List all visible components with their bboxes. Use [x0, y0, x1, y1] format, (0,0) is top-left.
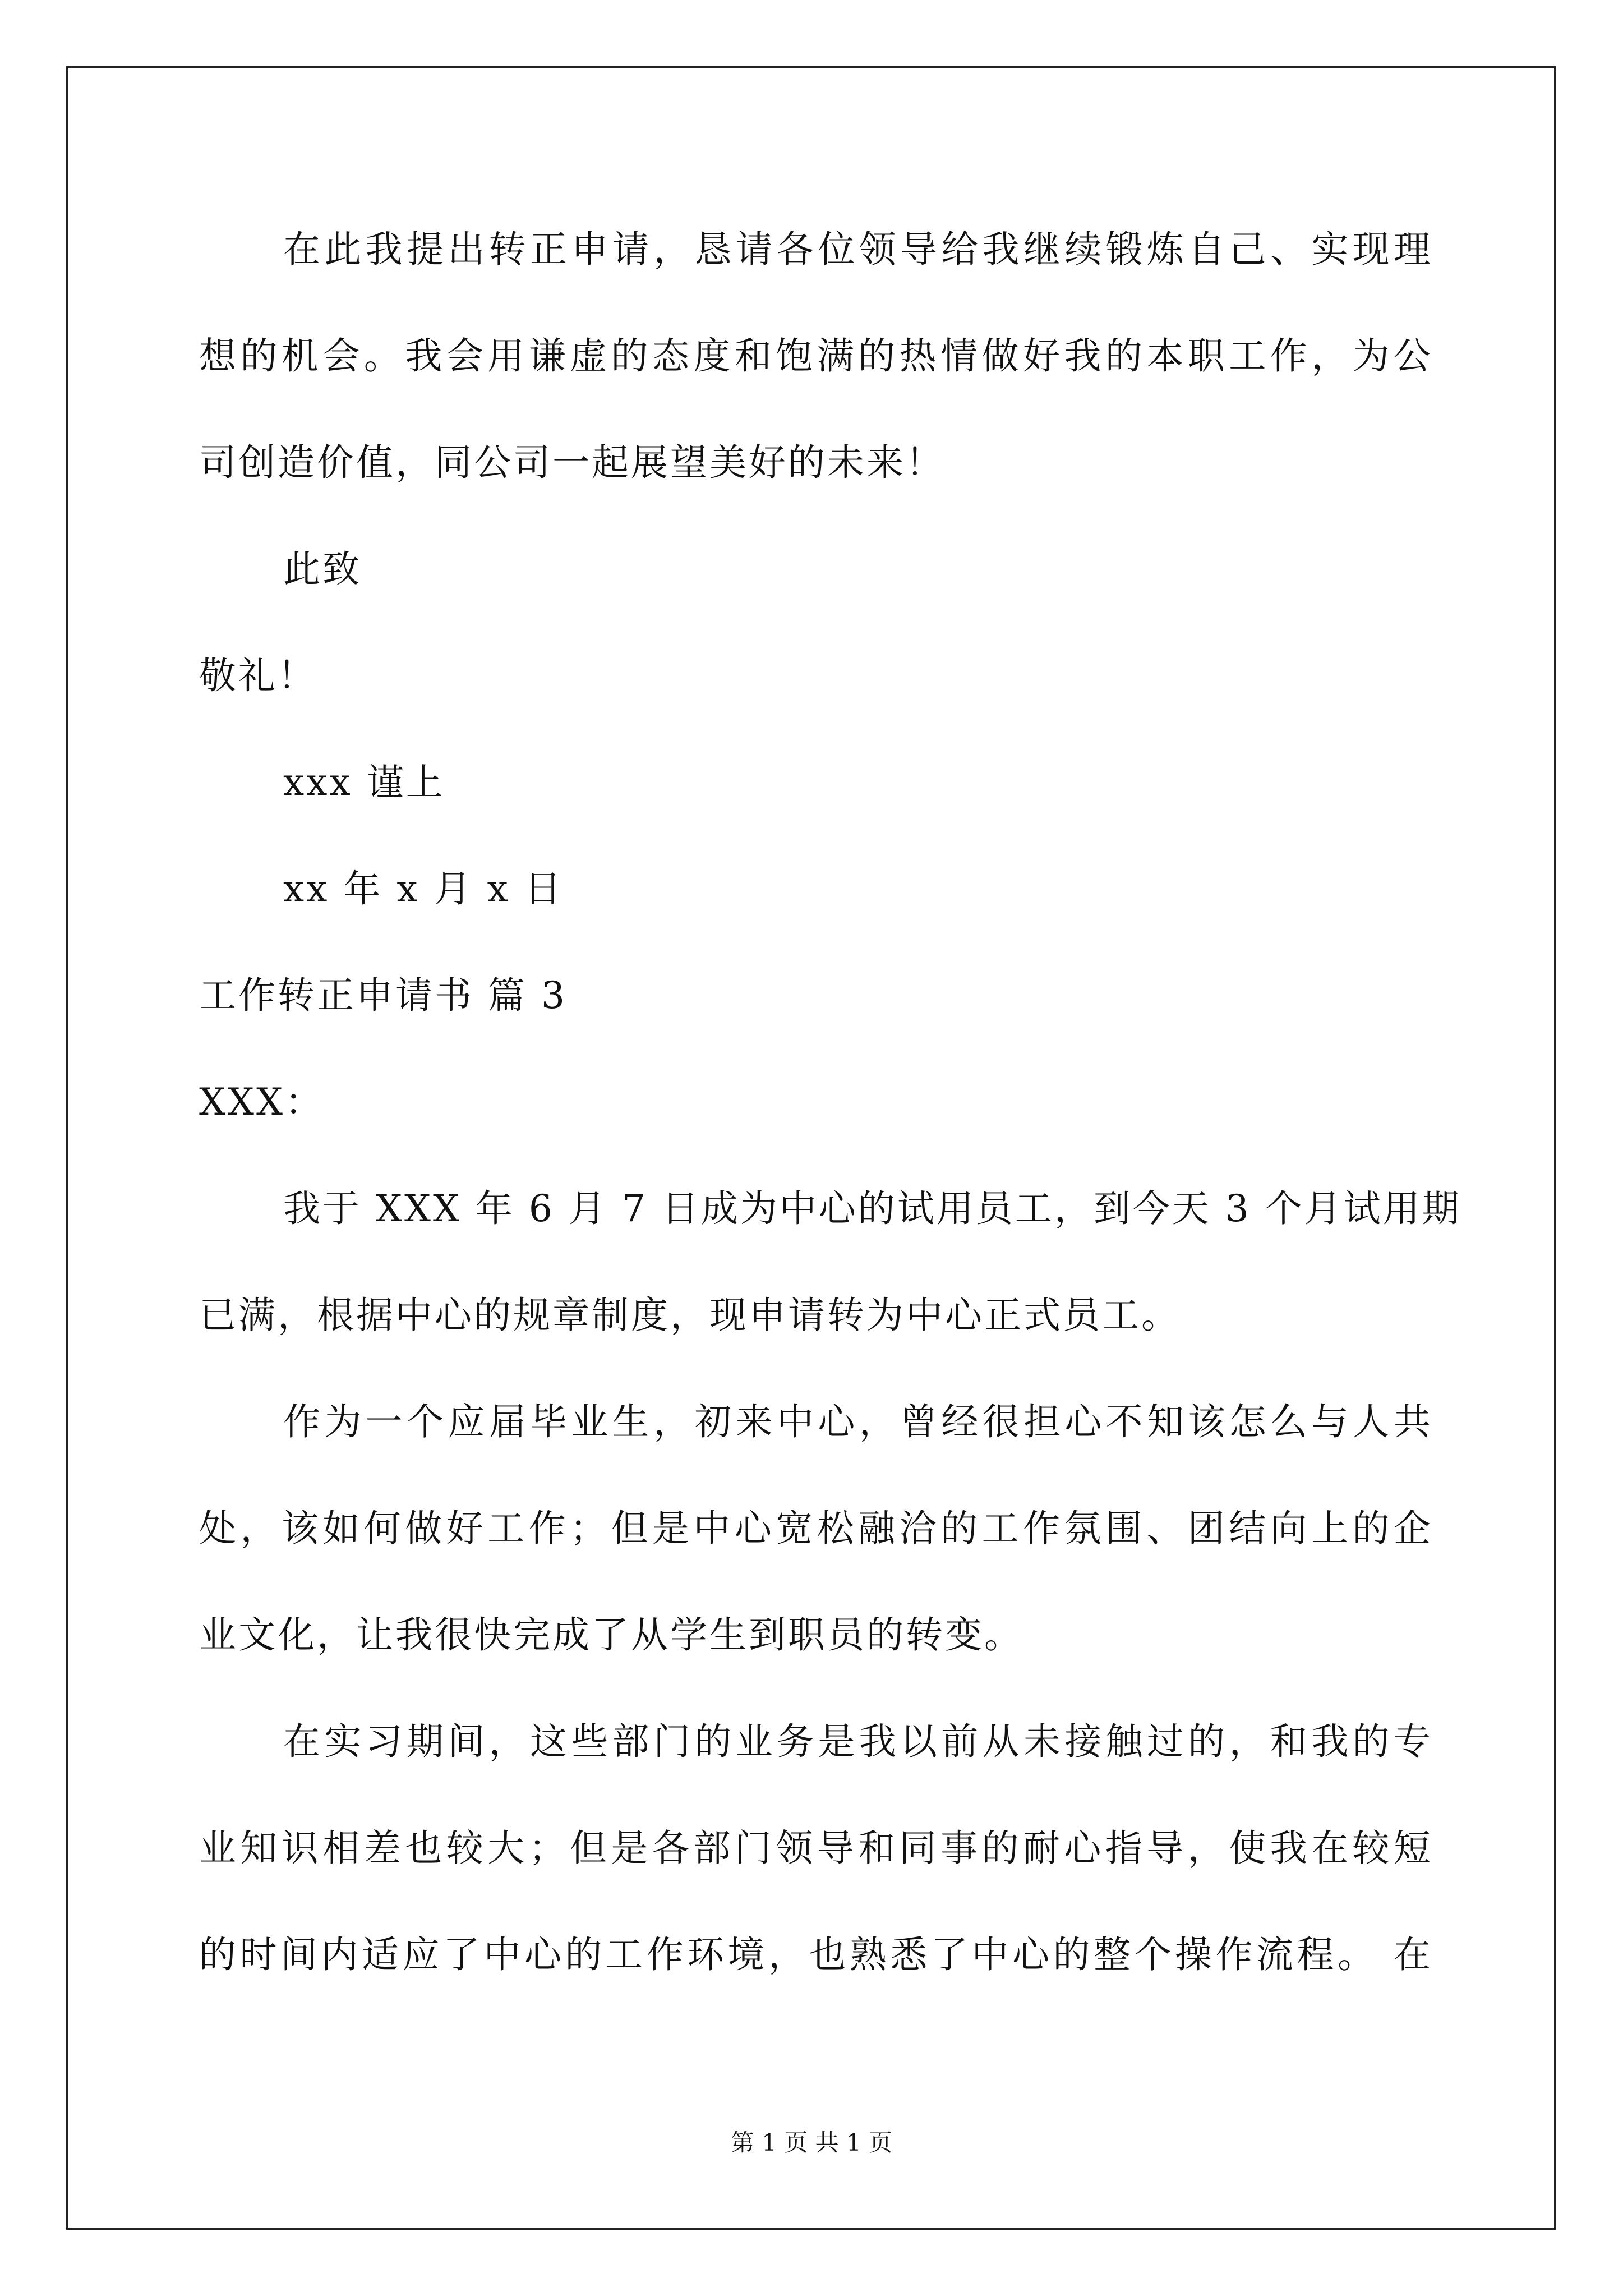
paragraph-line: 司创造价值，同公司一起展望美好的未来！ [199, 441, 945, 484]
closing-salutation: 此致 [283, 547, 362, 591]
addressee: XXX： [199, 1080, 324, 1124]
paragraph-line: 处，该如何做好工作；但是中心宽松融洽的工作氛围、团结向上的企 [199, 1507, 1433, 1550]
paragraph-line: 在实习期间，这些部门的业务是我以前从未接触过的，和我的专 [283, 1720, 1433, 1763]
section-heading: 工作转正申请书 篇 3 [199, 974, 567, 1017]
paragraph-line: 在此我提出转正申请，恳请各位领导给我继续锻炼自己、实现理 [283, 228, 1433, 271]
paragraph-line: 已满，根据中心的规章制度，现申请转为中心正式员工。 [199, 1294, 1181, 1337]
page-footer: 第 1 页 共 1 页 [730, 2129, 893, 2156]
paragraph-line: 业知识相差也较大；但是各部门领导和同事的耐心指导，使我在较短 [199, 1826, 1433, 1870]
signature-date: xx 年 x 月 x 日 [283, 867, 564, 910]
paragraph-line: 作为一个应届毕业生，初来中心，曾经很担心不知该怎么与人共 [283, 1400, 1433, 1443]
closing-regards: 敬礼！ [199, 654, 317, 697]
paragraph-line: 的时间内适应了中心的工作环境，也熟悉了中心的整个操作流程。 在 [199, 1933, 1433, 1976]
page-border [66, 66, 1556, 2230]
paragraph-line: 我于 XXX 年 6 月 7 日成为中心的试用员工，到今天 3 个月试用期 [283, 1187, 1461, 1230]
paragraph-line: 业文化，让我很快完成了从学生到职员的转变。 [199, 1613, 1023, 1657]
paragraph-line: 想的机会。我会用谦虚的态度和饱满的热情做好我的本职工作，为公 [199, 334, 1433, 378]
signature: xxx 谨上 [283, 761, 445, 804]
